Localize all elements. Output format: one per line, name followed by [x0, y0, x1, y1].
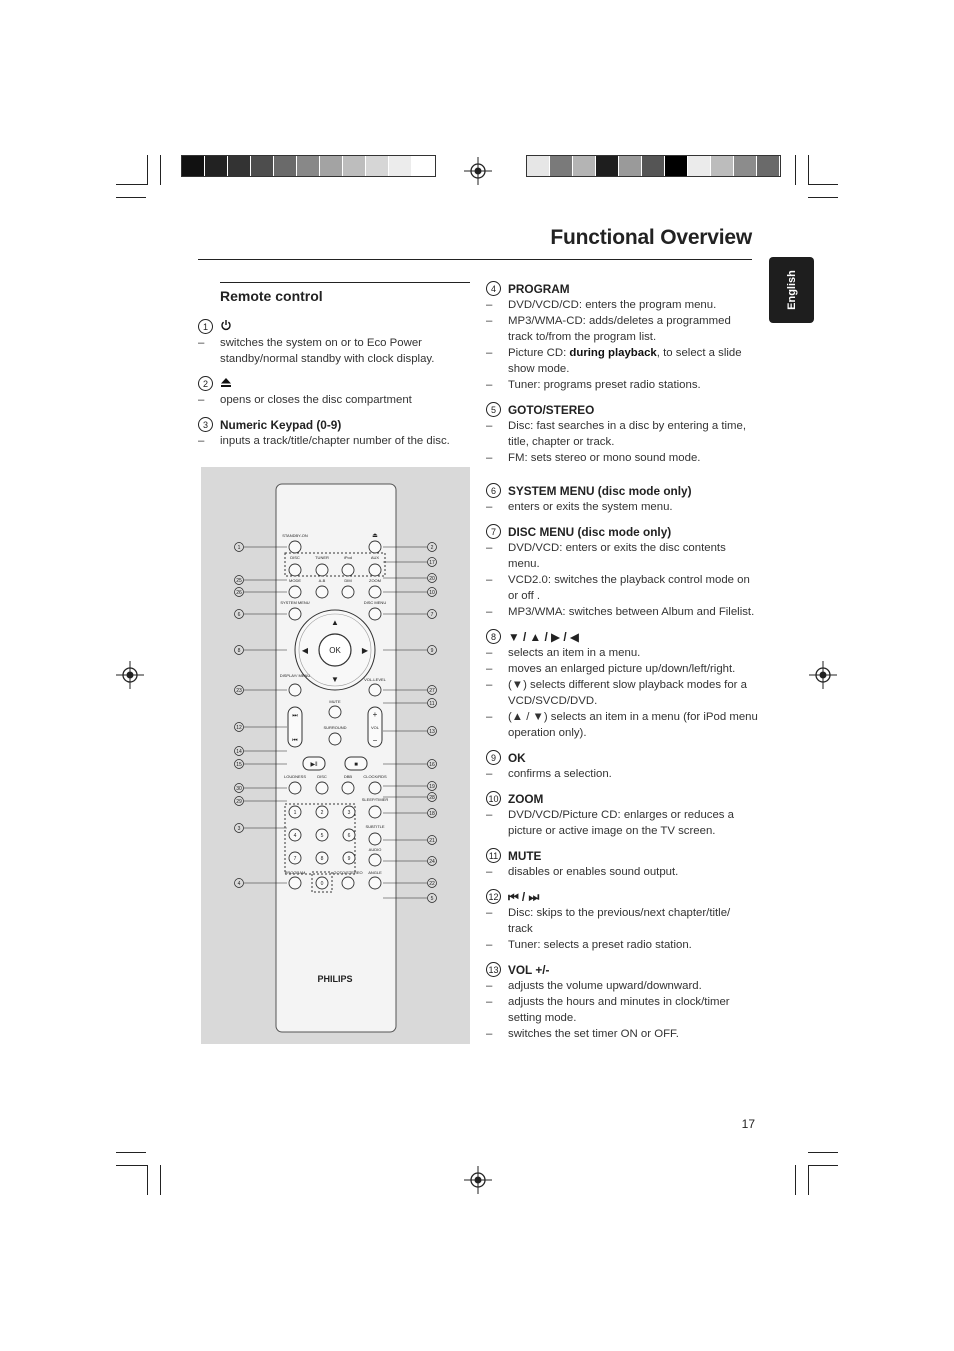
- goto-label: GOTO/STEREO: [333, 870, 363, 875]
- nav-right-icon: ▶: [361, 646, 369, 655]
- item-description: – Tuner: programs preset radio stations.: [486, 377, 758, 393]
- surround-label: SURROUND: [323, 725, 347, 730]
- left-item: [198, 375, 470, 408]
- item-description: – DVD/VCD: enters or exits the disc contents menu.: [486, 540, 758, 572]
- item-description: – opens or closes the disc compartment: [198, 392, 470, 408]
- color-swatch: [412, 156, 435, 176]
- color-swatch: [573, 156, 596, 176]
- right-item: [486, 401, 758, 466]
- item-description: – DVD/VCD/Picture CD: enlarges or reduces a picture or active image on the TV screen.: [486, 807, 758, 839]
- registration-mark-right-icon: [809, 661, 837, 689]
- item-description: – VCD2.0: switches the playback control mode on or off .: [486, 572, 758, 604]
- callout-number: 25: [236, 578, 242, 584]
- item-label: ▼ / ▲ / ▶ / ◀: [508, 629, 579, 644]
- sleep-label: SLEEP/TIMER: [361, 797, 389, 802]
- callout-number: 15: [236, 762, 242, 768]
- item-number: 3: [198, 417, 213, 432]
- language-tab-label: English: [785, 270, 798, 310]
- vol-level-button: [369, 684, 381, 696]
- item-heading: [486, 401, 758, 418]
- subtitle-label: SUBTITLE: [365, 824, 385, 829]
- vol-label: VOL: [370, 725, 380, 730]
- item-description: – confirms a selection.: [486, 766, 758, 782]
- callout-number: 8: [237, 648, 241, 654]
- keypad-digit: 7: [293, 856, 297, 862]
- right-item: [486, 628, 758, 741]
- item-description: – Disc: skips to the previous/next chapter/title/ track: [486, 905, 758, 937]
- keypad-digit: 3: [347, 810, 351, 816]
- item-number: 5: [486, 402, 501, 417]
- color-swatch: [366, 156, 389, 176]
- callout-number: 28: [429, 795, 435, 801]
- item-description: – adjusts the volume upward/downward.: [486, 978, 758, 994]
- item-number: 12: [486, 889, 501, 904]
- mode-label: ZOOM: [369, 578, 381, 583]
- item-heading: [486, 523, 758, 540]
- color-swatch: [205, 156, 228, 176]
- item-number: 4: [486, 281, 501, 296]
- eject-button: [369, 541, 381, 553]
- item-description: – (▲ / ▼) selects an item in a menu (for iPod menu operation only).: [486, 709, 758, 741]
- item-label: OK: [508, 750, 526, 765]
- page-number: 17: [741, 1117, 755, 1131]
- left-item: [198, 416, 470, 449]
- item-number: 2: [198, 376, 213, 391]
- crop-mark-bl-h: [116, 1152, 146, 1153]
- keypad-digit: 1: [293, 810, 297, 816]
- source-label: AUX: [370, 555, 380, 560]
- item-heading: [486, 847, 758, 864]
- callout-number: 3: [237, 826, 241, 832]
- audio-label: AUDIO: [368, 847, 382, 852]
- mode-label: MODE: [289, 578, 301, 583]
- callout-number: 6: [237, 612, 241, 618]
- color-swatch: [527, 156, 550, 176]
- item-heading: [198, 318, 470, 335]
- callout-number: 29: [236, 799, 242, 805]
- color-swatch: [642, 156, 665, 176]
- color-swatch: [274, 156, 297, 176]
- callout-number: 24: [429, 859, 435, 865]
- source-label: TUNER: [315, 555, 329, 560]
- sleep-button: [369, 806, 381, 818]
- function-label: LOUDNESS: [283, 774, 307, 779]
- item-number: 11: [486, 848, 501, 863]
- item-number: 10: [486, 791, 501, 806]
- title-rule: [198, 259, 752, 260]
- item-description: – inputs a track/title/chapter number of the disc.: [198, 433, 470, 449]
- callout-number: 5: [430, 896, 434, 902]
- callout-number: 7: [430, 612, 434, 618]
- callout-number: 26: [236, 590, 242, 596]
- callout-number: 17: [429, 560, 435, 566]
- remote-illustration: [201, 467, 470, 1044]
- vol-minus-icon: −: [372, 736, 378, 745]
- keypad-digit: 2: [320, 810, 324, 816]
- item-heading: [486, 961, 758, 978]
- nav-up-icon: ▲: [331, 618, 339, 627]
- crop-mark-tr-h2: [808, 197, 838, 198]
- remote-control-diagram: [201, 467, 470, 1044]
- callout-number: 11: [429, 701, 435, 707]
- right-item: [486, 523, 758, 620]
- section-title: Remote control: [220, 288, 323, 304]
- callout-number: 19: [429, 784, 435, 790]
- eject-icon: [220, 376, 232, 392]
- callout-number: 30: [236, 786, 242, 792]
- function-label: DBB: [343, 774, 353, 779]
- brand-logo: PHILIPS: [317, 974, 353, 984]
- power-icon: [220, 319, 232, 335]
- item-number: 7: [486, 524, 501, 539]
- callout-number: 2: [430, 545, 434, 551]
- mode-label: A-B: [318, 578, 326, 583]
- disc-menu-label: DISC MENU: [363, 600, 387, 605]
- right-item: [486, 847, 758, 880]
- ok-label: OK: [329, 646, 341, 655]
- color-swatch: [320, 156, 343, 176]
- crop-mark-tr-v2: [808, 155, 809, 185]
- crop-mark-bl-v: [147, 1165, 148, 1195]
- bold-phrase: during playback: [569, 347, 657, 359]
- callout-number: 13: [429, 729, 435, 735]
- callout-number: 20: [429, 576, 435, 582]
- callout-number: 23: [236, 688, 242, 694]
- item-description: – (▼) selects different slow playback modes for a VCD/SVCD/DVD.: [486, 677, 758, 709]
- standby-button: [289, 541, 301, 553]
- right-item: [486, 888, 758, 953]
- callout-number: 10: [429, 590, 435, 596]
- item-description: – moves an enlarged picture up/down/left/right.: [486, 661, 758, 677]
- source-label: iPod: [343, 555, 353, 560]
- standby-label: STANDBY-ON: [282, 533, 308, 538]
- item-label: Numeric Keypad (0-9): [220, 417, 342, 432]
- color-swatch: [297, 156, 320, 176]
- crop-mark-br-h2: [808, 1165, 838, 1166]
- angle-label: ANGLE: [368, 870, 382, 875]
- right-item: [486, 790, 758, 839]
- crop-mark-br-h: [808, 1152, 838, 1153]
- section-rule: [220, 282, 470, 283]
- color-bar-left: [181, 155, 436, 177]
- left-item-list: [198, 318, 470, 449]
- source-button: [316, 564, 328, 576]
- color-swatch: [389, 156, 412, 176]
- keypad-digit: 8: [320, 856, 324, 862]
- mode-button: [342, 586, 354, 598]
- color-swatch: [619, 156, 642, 176]
- crop-mark-br-v2: [808, 1165, 809, 1195]
- callout-number: 9: [430, 648, 434, 654]
- subtitle-button: [369, 833, 381, 845]
- color-swatch: [182, 156, 205, 176]
- nav-down-icon: ▼: [331, 675, 339, 684]
- item-label: ZOOM: [508, 791, 544, 806]
- crop-mark-tl-h: [116, 184, 148, 185]
- item-label: ⏮ / ⏭: [508, 889, 540, 904]
- callout-number: 18: [429, 811, 435, 817]
- item-number: 6: [486, 483, 501, 498]
- bold-prefix: DVD/VCD/CD:: [508, 299, 583, 311]
- callout-number: 22: [429, 881, 435, 887]
- play-pause-icon: ▶‖: [310, 762, 318, 768]
- keypad-digit: 0: [320, 881, 324, 887]
- item-description: – Tuner: selects a preset radio station.: [486, 937, 758, 953]
- item-description: – disables or enables sound output.: [486, 864, 758, 880]
- mode-button: [289, 586, 301, 598]
- right-item: [486, 749, 758, 782]
- crop-mark-bl-v2: [160, 1165, 161, 1195]
- color-swatch: [343, 156, 366, 176]
- item-description: – enters or exits the system menu.: [486, 499, 758, 515]
- function-label: DISC: [317, 774, 327, 779]
- callout-number: 21: [429, 838, 435, 844]
- right-item: [486, 961, 758, 1042]
- mute-label: MUTE: [329, 699, 341, 704]
- keypad-digit: 9: [347, 856, 351, 862]
- item-label: SYSTEM MENU (disc mode only): [508, 483, 692, 498]
- crop-mark-br-v: [795, 1165, 796, 1195]
- callout-number: 12: [236, 725, 242, 731]
- item-description: – Picture CD: during playback, to select a slide show mode.: [486, 345, 758, 377]
- callout-number: 1: [237, 545, 241, 551]
- item-label: GOTO/STEREO: [508, 402, 595, 417]
- eject-symbol: ⏏: [372, 533, 378, 539]
- color-swatch: [550, 156, 573, 176]
- item-description: – Disc: fast searches in a disc by entering a time, title, chapter or track.: [486, 418, 758, 450]
- item-heading: [486, 482, 758, 499]
- crop-mark-tl-h2: [116, 197, 146, 198]
- audio-button: [369, 854, 381, 866]
- crop-mark-tl-v: [147, 155, 148, 185]
- mode-button: [369, 586, 381, 598]
- stop-icon: ■: [354, 762, 358, 768]
- registration-mark-top-icon: [464, 157, 492, 185]
- color-swatch: [757, 156, 780, 176]
- item-number: 1: [198, 319, 213, 334]
- surround-button: [329, 733, 341, 745]
- item-label: VOL +/-: [508, 962, 550, 977]
- callout-number: 14: [236, 749, 242, 755]
- disc-menu-button: [369, 608, 381, 620]
- registration-mark-bottom-icon: [464, 1166, 492, 1194]
- item-description: – FM: sets stereo or mono sound mode.: [486, 450, 758, 466]
- item-heading: [486, 888, 758, 905]
- crop-mark-tr-v: [795, 155, 796, 185]
- color-swatch: [251, 156, 274, 176]
- crop-mark-tr-h: [808, 184, 838, 185]
- page-title: Functional Overview: [550, 226, 752, 249]
- prev-icon: ⏮: [292, 738, 298, 744]
- color-swatch: [596, 156, 619, 176]
- callout-number: 4: [237, 881, 241, 887]
- mode-label: DIM: [344, 578, 352, 583]
- system-menu-button: [289, 608, 301, 620]
- item-description: – MP3/WMA: switches between Album and Filelist.: [486, 604, 758, 620]
- function-button: [316, 782, 328, 794]
- language-tab: [769, 257, 814, 323]
- source-label: DISC: [290, 555, 300, 560]
- item-description: – switches the set timer ON or OFF.: [486, 1026, 758, 1042]
- system-menu-label: SYSTEM MENU: [280, 600, 310, 605]
- right-item: [486, 280, 758, 393]
- display-menu-button: [289, 684, 301, 696]
- keypad-digit: 6: [347, 833, 351, 839]
- item-number: 8: [486, 629, 501, 644]
- color-swatch: [228, 156, 251, 176]
- program-button: [289, 877, 301, 889]
- display-menu-label: DISPLAY/ MENU: [279, 673, 311, 678]
- function-button: [369, 782, 381, 794]
- left-column: [198, 282, 470, 457]
- keypad-digit: 4: [293, 833, 297, 839]
- color-swatch: [665, 156, 688, 176]
- callout-number: 16: [429, 762, 435, 768]
- right-item-list: [486, 280, 758, 1050]
- item-description: – MP3/WMA-CD: adds/deletes a programmed track to/from the program list.: [486, 313, 758, 345]
- nav-left-icon: ◀: [301, 646, 309, 655]
- item-description: – selects an item in a menu.: [486, 645, 758, 661]
- item-description: – DVD/VCD/CD: enters the program menu.: [486, 297, 758, 313]
- item-heading: [198, 416, 470, 433]
- right-item: [486, 482, 758, 515]
- angle-button: [369, 877, 381, 889]
- mute-button: [329, 706, 341, 718]
- mode-button: [316, 586, 328, 598]
- color-swatch: [688, 156, 711, 176]
- item-label: MUTE: [508, 848, 542, 863]
- item-description: – switches the system on or to Eco Power standby/normal standby with clock display.: [198, 335, 470, 367]
- item-heading: [486, 790, 758, 807]
- function-button: [289, 782, 301, 794]
- source-button: [342, 564, 354, 576]
- next-icon: ⏭: [292, 713, 298, 719]
- item-heading: [198, 375, 470, 392]
- source-button: [289, 564, 301, 576]
- source-button: [369, 564, 381, 576]
- color-swatch: [711, 156, 734, 176]
- registration-mark-left-icon: [116, 661, 144, 689]
- keypad-digit: 5: [320, 833, 324, 839]
- color-swatch: [734, 156, 757, 176]
- vol-level-label: VOL-LEVEL: [364, 677, 386, 682]
- item-heading: [486, 628, 758, 645]
- left-item: [198, 318, 470, 367]
- callout-number: 27: [429, 688, 435, 694]
- goto-button: [342, 877, 354, 889]
- item-heading: [486, 280, 758, 297]
- color-bar-right: [526, 155, 781, 177]
- vol-plus-icon: +: [372, 710, 378, 719]
- item-number: 13: [486, 962, 501, 977]
- item-number: 9: [486, 750, 501, 765]
- item-description: – adjusts the hours and minutes in clock/timer setting mode.: [486, 994, 758, 1026]
- program-label: PROGRAM: [284, 870, 306, 875]
- crop-mark-bl-h2: [116, 1165, 148, 1166]
- crop-mark-tl-v2: [160, 155, 161, 185]
- item-heading: [486, 749, 758, 766]
- function-button: [342, 782, 354, 794]
- item-label: DISC MENU (disc mode only): [508, 524, 672, 539]
- function-label: CLOCK/RDS: [363, 774, 387, 779]
- item-label: PROGRAM: [508, 281, 570, 296]
